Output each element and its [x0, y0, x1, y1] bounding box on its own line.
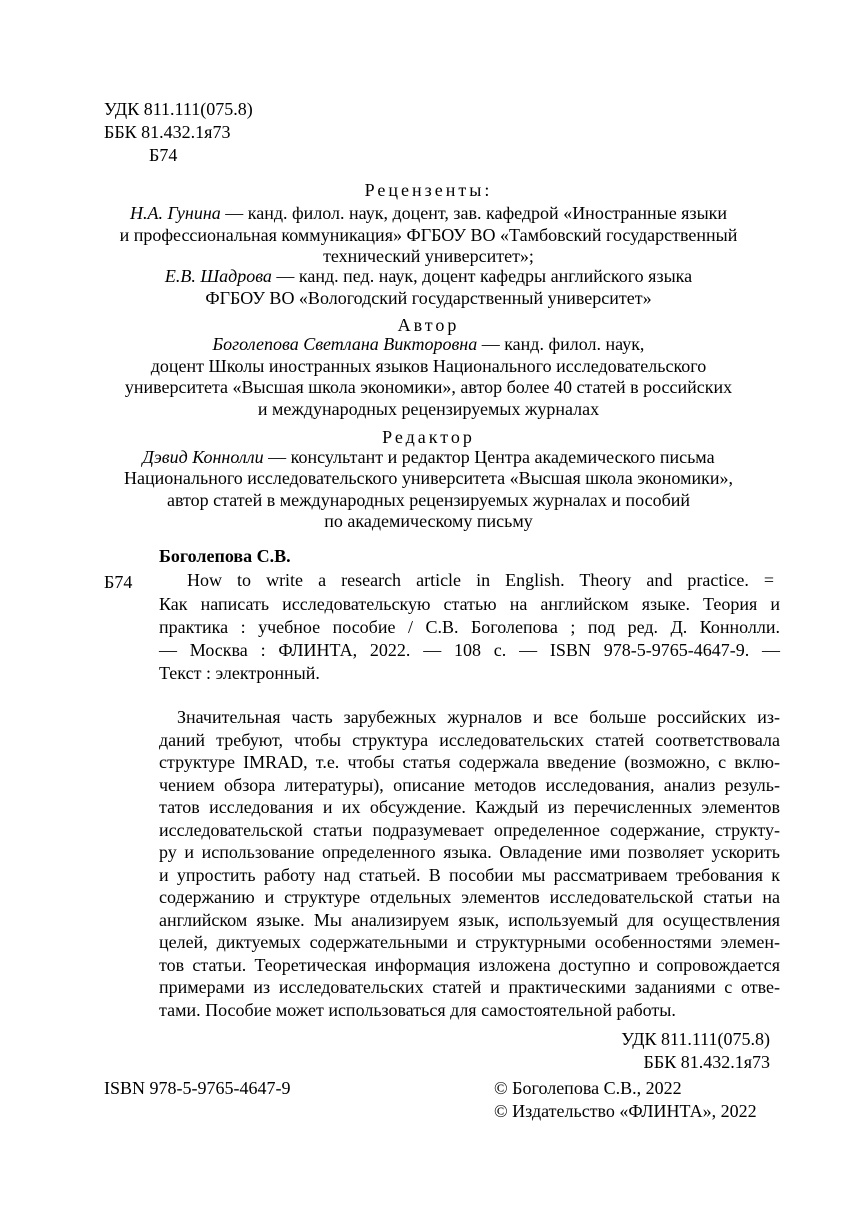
author-line-1: [0, 333, 857, 355]
author-line-2: доцент Школы иностранных языков Национального исследовательского: [150, 356, 707, 376]
catalog-line-5: Текст : электронный.: [159, 663, 320, 683]
reviewer-1-name: Н.А. Гунина: [129, 203, 221, 223]
catalog-author: Боголепова С.В.: [159, 546, 291, 566]
catalog-mark: Б74: [104, 572, 133, 592]
footer-udk: УДК 811.111(075.8): [621, 1029, 770, 1049]
editor-name: Дэвид Коннолли: [142, 447, 264, 467]
editor-text-1: — консультант и редактор Центра академического письма: [263, 447, 715, 467]
author-full-name: Боголепова Светлана Викторовна: [212, 334, 478, 354]
author-line-3: университета «Высшая школа экономики», автор более 40 статей в российских: [124, 377, 733, 397]
abstract-line-7: ру и использование определенного языка. Овладение ими позволяет ускорить: [159, 842, 780, 862]
abstract-line-6: исследовательской статьи подразумевает определенное содержание, структу-: [159, 820, 780, 840]
copyright-publisher: © Издательство «ФЛИНТА», 2022: [494, 1101, 757, 1121]
reviewer-1-line-3: технический университет»;: [323, 246, 534, 266]
editor-heading: Редактор: [382, 427, 475, 447]
reviewer-2-name: Е.В. Шадрова: [164, 266, 272, 286]
abstract-line-10: английском языке. Мы анализируем язык, используемый для осуществления: [159, 910, 780, 930]
reviewers-heading: Рецензенты:: [364, 180, 493, 200]
abstract-line-2: даний требуют, чтобы структура исследовательских статей соответствовала: [159, 730, 780, 750]
reviewer-2-text: — канд. пед. наук, доцент кафедры английского языка: [271, 266, 693, 286]
bbk-code: ББК 81.432.1я73: [104, 122, 231, 142]
author-line-4: и международных рецензируемых журналах: [257, 399, 600, 419]
catalog-line-4: — Москва : ФЛИНТА, 2022. — 108 с. — ISBN 978-5-9765-4647-9. —: [159, 640, 780, 660]
abstract-line-4: чением обзора литературы), описание методов исследования, анализ резуль-: [159, 775, 780, 795]
reviewer-1-line-2: и профессиональная коммуникация» ФГБОУ ВО «Тамбовский государственный: [119, 225, 738, 245]
editor-line-4: по академическому письму: [324, 511, 533, 531]
editor-line-2: Национального исследовательского университета «Высшая школа экономики»,: [124, 468, 733, 488]
reviewer-2-line-1: [0, 265, 857, 287]
catalog-line-1: How to write a research article in English. Theory and practice. =: [187, 570, 774, 590]
editor-line-1: [0, 446, 857, 468]
abstract-line-12: тов статьи. Теоретическая информация изложена доступно и сопровождается: [159, 955, 780, 975]
author-heading: Автор: [397, 315, 460, 335]
editor-line-3: автор статей в международных рецензируемых журналах и пособий: [166, 490, 691, 510]
footer-bbk: ББК 81.432.1я73: [643, 1052, 770, 1072]
catalog-line-3: практика : учебное пособие / С.В. Боголепова ; под ред. Д. Коннолли.: [159, 617, 780, 637]
abstract-line-11: целей, диктуемых содержательными и структурными особенностями элемен-: [159, 932, 780, 952]
reviewer-1-line-1: [0, 202, 857, 224]
abstract-line-5: татов исследования и их обсуждение. Каждый из перечисленных элементов: [159, 797, 780, 817]
abstract-line-14: тами. Пособие может использоваться для самостоятельной работы.: [159, 1000, 676, 1020]
copyright-author: © Боголепова С.В., 2022: [494, 1078, 682, 1098]
author-mark: Б74: [149, 145, 178, 165]
udk-code: УДК 811.111(075.8): [104, 99, 253, 119]
author-text-1: — канд. филол. наук,: [477, 334, 645, 354]
reviewer-2-line-2: ФГБОУ ВО «Вологодский государственный университет»: [205, 288, 652, 308]
abstract-line-9: содержанию и структуре отдельных элементов исследовательской статьи на: [159, 887, 780, 907]
abstract-line-13: примерами из исследовательских статей и практическими заданиями с отве-: [159, 977, 780, 997]
catalog-line-2: Как написать исследовательскую статью на английском языке. Теория и: [159, 594, 780, 614]
abstract-line-3: структуре IMRAD, т.е. чтобы статья содержала введение (возможно, с вклю-: [159, 752, 780, 772]
isbn: ISBN 978-5-9765-4647-9: [104, 1078, 291, 1098]
abstract-line-8: и упростить работу над статьей. В пособии мы рассматриваем требования к: [159, 865, 780, 885]
reviewer-1-text: — канд. филол. наук, доцент, зав. кафедрой «Иностранные языки: [220, 203, 728, 223]
abstract-line-1: Значительная часть зарубежных журналов и все больше российских из-: [177, 707, 780, 727]
